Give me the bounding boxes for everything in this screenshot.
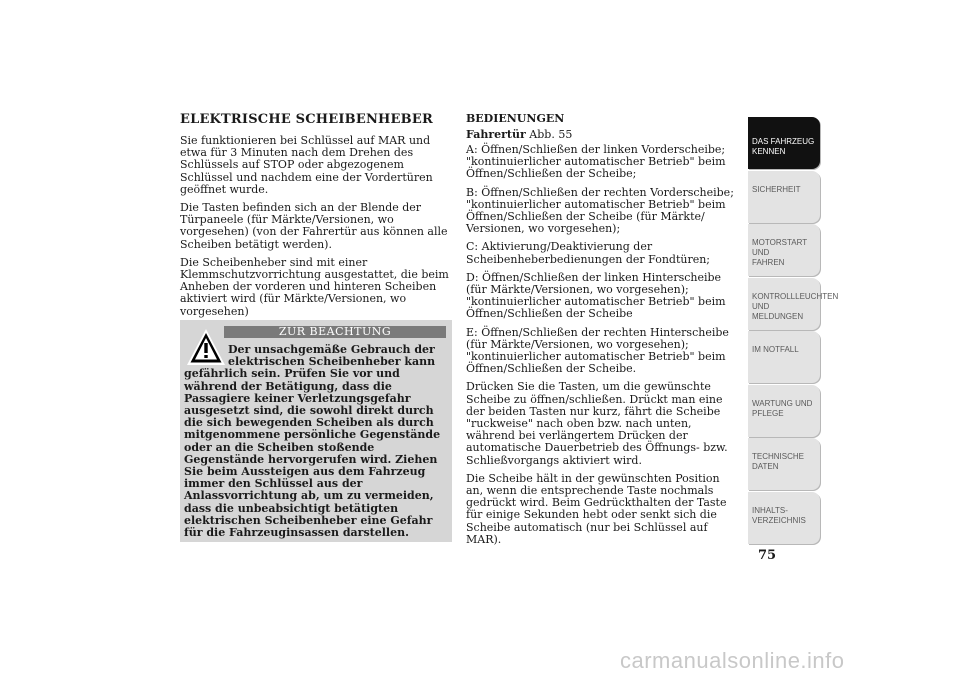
- paragraph: Drücken Sie die Tasten, um die gewünschte Scheibe zu öffnen/schließen. Drückt man eine der beiden Tasten nur kurz, fährt die Scheibe "ruckweise" nach oben bzw. nach unten, während bei verlängertem Drücken der automatische Dauerbetrieb des Öffnungs- bzw. Schließvorgangs aktiviert wird.: [466, 380, 728, 467]
- paragraph: Die Scheibe hält in der gewünschten Position an, wenn die entsprechende Taste nochmals gedrückt wird. Beim Gedrückthalten der Taste für einige Sekunden hebt oder senkt sich die Scheibe automatisch (nur bei Schlüssel auf MAR).: [466, 471, 727, 546]
- chapter-tabs: [748, 117, 839, 545]
- tab-inhaltsverzeichnis[interactable]: [748, 492, 820, 544]
- subsection-heading: Fahrertür: [466, 128, 526, 141]
- tab-das-fahrzeug-kennen[interactable]: [748, 117, 820, 169]
- page-number: 75: [758, 548, 777, 563]
- paragraph: A: Öffnen/Schließen der linken Vorderscheibe; "kontinuierlicher automatischer Betrieb" beim Öffnen/Schließen der Scheibe;: [466, 143, 726, 181]
- tab-label: INHALTS- VERZEICHNIS: [752, 505, 806, 525]
- figure-reference: Abb. 55: [529, 128, 573, 141]
- tab-label: TECHNISCHE DATEN: [752, 452, 805, 471]
- subsection-line: [466, 128, 740, 141]
- paragraph: D: Öffnen/Schließen der linken Hinterscheibe (für Märkte/Versionen, wo vorgesehen); "kontinuierlicher automatischer Betrieb" beim Öffnen/Schließen der Scheibe: [466, 270, 726, 321]
- tab-motorstart-und-fahren[interactable]: [748, 224, 820, 276]
- paragraph: Die Scheibenheber sind mit einer Klemmschutzvorrichtung ausgestattet, die beim Anheben der vorderen und hinteren Scheiben aktiviert wird (für Märkte/Versionen, wo vorgesehen): [180, 255, 449, 318]
- page-title: ELEKTRISCHE SCHEIBENHEBER: [180, 112, 433, 127]
- tab-label: KONTROLLLEUCHTEN UND MELDUNGEN: [752, 291, 839, 321]
- tab-label: IM NOTFALL: [752, 345, 799, 354]
- watermark: carmanualsonline.info: [620, 648, 845, 673]
- tab-im-notfall[interactable]: [748, 331, 820, 383]
- tab-wartung-und-pflege[interactable]: [748, 385, 820, 437]
- paragraph: E: Öffnen/Schließen der rechten Hinterscheibe (für Märkte/Versionen, wo vorgesehen); "kontinuierlicher automatischer Betrieb" beim Öffnen/Schließen der Scheibe.: [466, 325, 729, 376]
- tab-technische-daten[interactable]: [748, 438, 820, 490]
- warning-body: gefährlich sein. Prüfen Sie vor und während der Betätigung, dass die Passagiere keiner Verletzungsgefahr ausgesetzt sind, die sowohl direkt durch die sich bewegenden Scheiben als durch mitgenommene persönliche Gegenstände oder an die Scheiben stoßende Gegenstände hervorgerufen wird. Ziehen Sie beim Aussteigen aus dem Fahrzeug immer den Schlüssel aus der Anlassvorrichtung ab, um zu vermeiden, dass die unbeabsichtigt betätigten elektrischen Scheibenheber eine Gefahr für die Fahrzeuginsassen darstellen.: [184, 367, 441, 540]
- warning-text: [184, 344, 446, 539]
- paragraph: Die Tasten befinden sich an der Blende der Türpaneele (für Märkte/Versionen, wo vorgesehen) (von der Fahrertür aus können alle Scheiben betätigt werden).: [180, 201, 448, 251]
- warning-intro: Der unsachgemäße Gebrauch der elektrischen Scheibenheber kann: [228, 343, 436, 369]
- tab-sicherheit[interactable]: [748, 171, 820, 223]
- tab-label: MOTORSTART UND FAHREN: [752, 238, 807, 267]
- paragraph: B: Öffnen/Schließen der rechten Vorderscheibe; "kontinuierlicher automatischer Betrieb" beim Öffnen/Schließen der Scheibe (für Märkte/ Versionen, wo vorgesehen);: [466, 185, 734, 236]
- left-column: [180, 112, 452, 324]
- warning-heading: ZUR BEACHTUNG: [224, 326, 446, 338]
- right-column: [466, 112, 740, 552]
- warning-box: [180, 320, 452, 542]
- tab-label: SICHERHEIT: [752, 184, 801, 194]
- tab-label: WARTUNG UND PFLEGE: [752, 398, 813, 418]
- paragraph: C: Aktivierung/Deaktivierung der Scheibenheberbedienungen der Fondtüren;: [466, 240, 711, 266]
- paragraph: Sie funktionieren bei Schlüssel auf MAR und etwa für 3 Minuten nach dem Drehen des Schlüssels auf STOP oder abgezogenem Schlüssel und nachdem eine der Vordertüren geöffnet wurde.: [180, 134, 433, 196]
- section-heading: BEDIENUNGEN: [466, 112, 565, 125]
- tab-kontrollleuchten[interactable]: [748, 278, 839, 330]
- tab-label: DAS FAHRZEUG KENNEN: [752, 137, 815, 156]
